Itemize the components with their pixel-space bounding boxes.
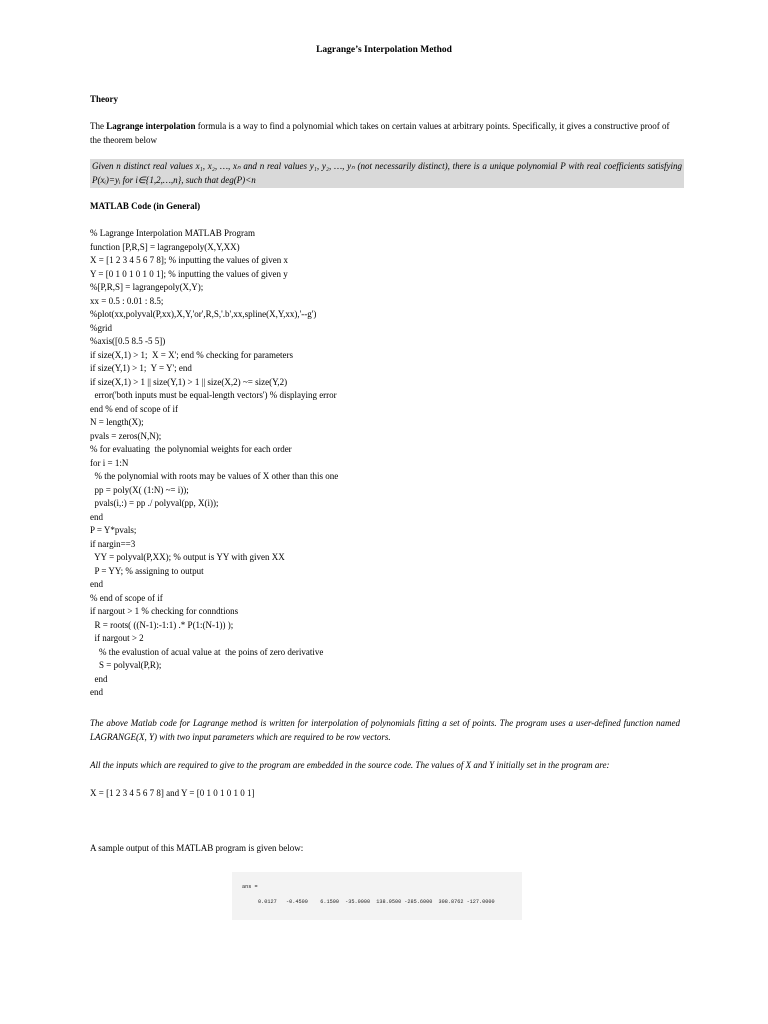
code-line: xx = 0.5 : 0.01 : 8.5; [90, 295, 164, 306]
code-line: R = roots( ((N-1):-1:1) .* P(1:(N-1)) ); [90, 619, 234, 630]
code-line: %[P,R,S] = lagrangepoly(X,Y); [90, 282, 204, 292]
code-line: for i = 1:N [90, 457, 129, 468]
code-line: end % end of scope of if [90, 403, 178, 414]
code-line: %plot(xx,polyval(P,xx),X,Y,'or',R,S,'.b',xx,spline(X,Y,xx),'--g') [90, 309, 317, 319]
code-line: S = polyval(P,R); [90, 660, 162, 670]
xy-values-line: X = [1 2 3 4 5 6 7 8] and Y = [0 1 0 1 0 1 0 1] [90, 788, 255, 798]
code-line: if size(X,1) > 1; X = X'; end % checking for parameters [90, 349, 293, 360]
code-line: YY = polyval(P,XX); % output is YY with given XX [90, 552, 285, 562]
code-line: P = Y*pvals; [90, 525, 137, 535]
code-line: % Lagrange Interpolation MATLAB Program [90, 228, 255, 238]
code-line: end [90, 579, 103, 589]
code-heading [90, 200, 680, 214]
document-title: Lagrange’s Interpolation Method [316, 45, 452, 55]
theory-heading [90, 93, 680, 107]
code-line: % for evaluating the polynomial weights for each order [90, 444, 292, 454]
code-line: if nargin==3 [90, 538, 136, 549]
intro-bold: Lagrange interpolation [106, 121, 196, 131]
code-line: if nargout > 1 % checking for conndtions [90, 606, 239, 616]
code-block [90, 227, 680, 700]
code-line: Y = [0 1 0 1 0 1 0 1]; % inputting the values of given y [90, 268, 288, 279]
code-line: % the polynomial with roots may be values of X other than this one [90, 471, 339, 481]
code-line: if size(Y,1) > 1; Y = Y'; end [90, 363, 192, 373]
theory-intro [90, 120, 680, 147]
explanation-paragraph-2: All the inputs which are required to give to the program are embedded in the source code. The values of X and Y initially set in the program are: [90, 760, 610, 770]
code-line: pvals(i,:) = pp ./ polyval(pp, X(i)); [90, 498, 219, 508]
code-line: end [90, 687, 103, 697]
theorem-statement: Given n distinct real values x₁, x₂, …, xₙ and n real values y₁, y₂, …, yₙ (not necessarily distinct), there is a unique polynomial P with real coefficients satisfying P(xᵢ)=yᵢ for i∈{1,2,…,n}, such that deg(P)<n [90, 159, 684, 188]
code-line: end [90, 673, 108, 684]
intro-post: formula is a way to find a polynomial which takes on certain values at arbitrary points. Specifically, it gives a constructive proof of the theorem below [90, 121, 670, 145]
sample-output-intro: A sample output of this MATLAB program is given below: [90, 843, 304, 853]
code-line: %grid [90, 322, 112, 333]
code-line: %axis([0.5 8.5 -5 5]) [90, 336, 166, 346]
code-line: pvals = zeros(N,N); [90, 430, 162, 441]
code-line: % end of scope of if [90, 592, 163, 603]
code-line: error('both inputs must be equal-length vectors') % displaying error [90, 390, 337, 400]
intro-pre: The [90, 121, 107, 131]
code-line: function [P,R,S] = lagrangepoly(X,Y,XX) [90, 241, 240, 252]
code-line: P = YY; % assigning to output [90, 565, 204, 576]
output-ans-label: ans = [242, 884, 258, 890]
code-line: if nargout > 2 [90, 633, 144, 643]
theory-heading-text: Theory [90, 94, 118, 104]
code-line: X = [1 2 3 4 5 6 7 8]; % inputting the values of given x [90, 255, 289, 265]
code-line: end [90, 511, 103, 522]
output-values: 0.0127 -0.4500 6.1500 -35.0000 138.9500 -285.6000 308.8762 -127.0000 [258, 899, 495, 905]
code-line: pp = poly(X( (1:N) ~= i)); [90, 484, 189, 495]
sample-output-image [232, 872, 522, 920]
code-line: N = length(X); [90, 417, 144, 427]
explanation-paragraph-1: The above Matlab code for Lagrange method is written for interpolation of polynomials fitting a set of points. The program uses a user-defined function named LAGRANGE(X, Y) with two input parameters which are required to be row vectors. [90, 718, 680, 742]
code-line: % the evalustion of acual value at the poins of zero derivative [90, 646, 324, 657]
code-heading-text: MATLAB Code (in General) [90, 201, 201, 211]
code-line: if size(X,1) > 1 || size(Y,1) > 1 || size(X,2) ~= size(Y,2) [90, 376, 288, 387]
